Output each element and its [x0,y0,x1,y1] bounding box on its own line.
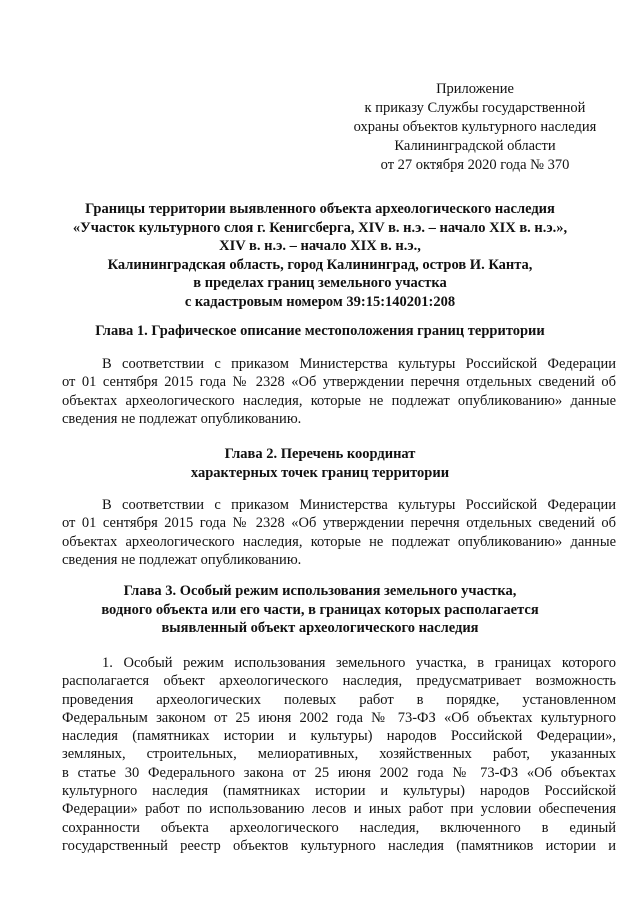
paragraph-line: культурного наследия (памятниках истории и культуры) народов Российской [62,783,616,800]
document-title [40,200,600,311]
title-line: Границы территории выявленного объекта археологического наследия [85,201,555,217]
heading-line: выявленный объект археологического наследия [161,620,479,636]
appendix-line: Приложение [436,81,514,97]
paragraph-line: располагается объект археологического наследия, предусматривает возможность [62,673,616,690]
paragraph-line: земляных, строительных, мелиоративных, хозяйственных работ, указанных [62,746,616,763]
title-line: Калининградская область, город Калининград, остров И. Канта, [107,256,533,273]
title-line: с кадастровым номером 39:15:140201:208 [184,293,456,310]
chapter-3-heading [40,582,600,638]
paragraph-line: сведения не подлежат опубликованию. [62,410,302,427]
title-line: в пределах границ земельного участка [193,275,447,291]
appendix-line: к приказу Службы государственной [364,100,586,116]
heading-line: Глава 1. Графическое описание местоположения границ территории [95,323,545,339]
paragraph-line: в статье 30 Федерального закона от 25 июня 2002 года № 73-ФЗ «Об объектах [62,764,616,781]
paragraph-line: государственный реестр объектов культурного наследия (памятников истории и [62,837,616,854]
heading-line: водного объекта или его части, в границах которых располагается [101,601,539,618]
chapter-2-heading [40,445,600,482]
paragraph-line: Федерации» работ по использованию лесов и иных работ при условии обеспечения [62,801,616,818]
appendix-line: Калининградской области [394,138,556,154]
paragraph-line: Федеральным законом от 25 июня 2002 года № 73-ФЗ «Об объектах культурного [62,709,616,726]
paragraph-line: В соответствии с приказом Министерства культуры Российской Федерации [102,356,616,372]
paragraph-line: от 01 сентября 2015 года № 2328 «Об утверждении перечня отдельных сведений об [62,515,616,532]
paragraph-line: сохранности объекта археологического наследия, включенного в единый [62,819,616,836]
title-line: XIV в. н.э. – начало XIX в. н.э., [219,238,421,254]
appendix-line: охраны объектов культурного наследия [353,119,597,135]
appendix-line: от 27 октября 2020 года № 370 [380,157,570,173]
title-line: «Участок культурного слоя г. Кенигсберга, XIV в. н.э. – начало XIX в. н.э.», [72,219,568,236]
heading-line: характерных точек границ территории [190,464,450,481]
paragraph-line: объектах археологического наследия, которые не подлежат опубликованию» данные [62,392,616,409]
chapter-2-paragraph [62,496,616,569]
appendix-header [330,80,620,175]
heading-line: Глава 3. Особый режим использования земельного участка, [123,583,517,599]
chapter-1-paragraph [62,355,616,428]
chapter-1-heading [40,322,600,341]
chapter-3-paragraph [62,654,616,855]
paragraph-line: 1. Особый режим использования земельного участка, в границах которого [102,655,616,671]
paragraph-line: наследия (памятниках истории и культуры) народов Российской Федерации», [62,728,616,745]
paragraph-line: В соответствии с приказом Министерства культуры Российской Федерации [102,497,616,513]
paragraph-line: сведения не подлежат опубликованию. [62,551,302,568]
paragraph-line: от 01 сентября 2015 года № 2328 «Об утверждении перечня отдельных сведений об [62,374,616,391]
heading-line: Глава 2. Перечень координат [224,446,416,462]
paragraph-line: проведения археологических полевых работ в порядке, установленном [62,691,616,708]
paragraph-line: объектах археологического наследия, которые не подлежат опубликованию» данные [62,533,616,550]
